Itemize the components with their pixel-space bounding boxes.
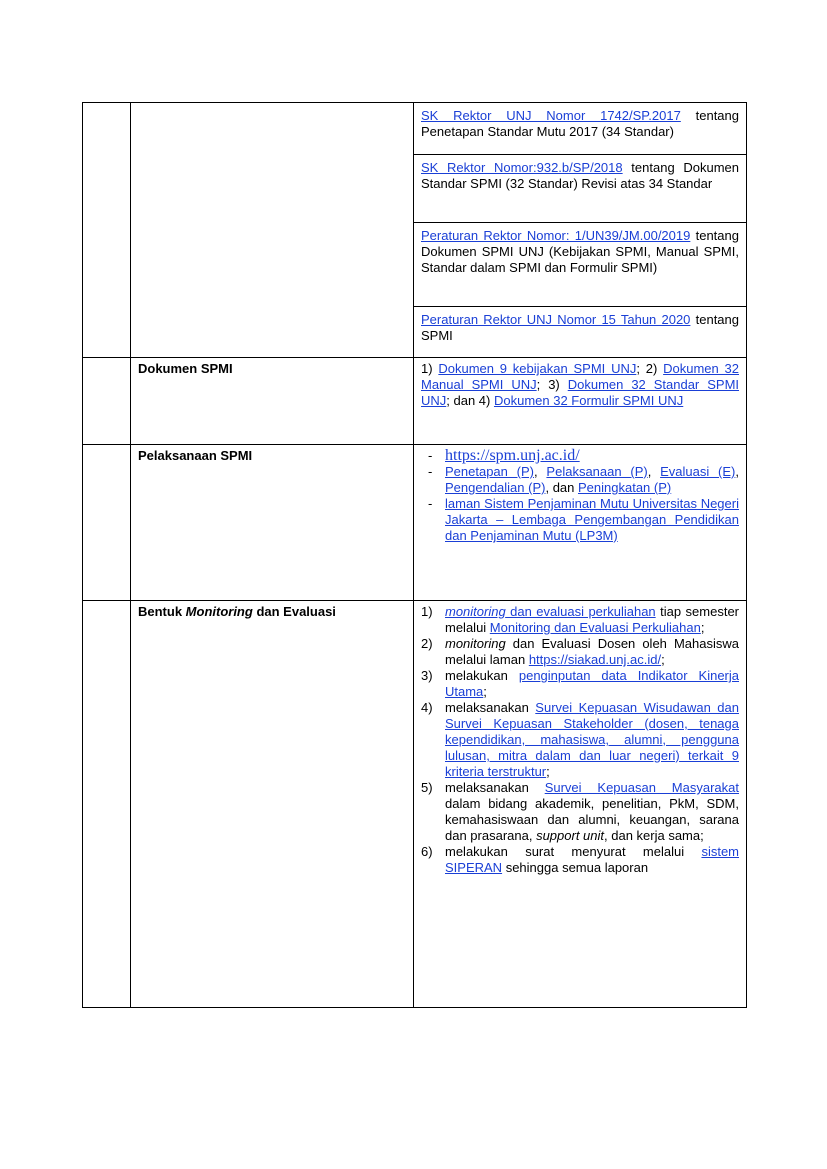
- item-number: 6): [421, 844, 433, 859]
- separator: ,: [735, 464, 739, 479]
- label-cell: [131, 103, 414, 358]
- list-item: [421, 668, 739, 700]
- section-label: Pelaksanaan SPMI: [131, 445, 414, 601]
- stage-link[interactable]: Evaluasi (E): [660, 464, 736, 479]
- monev-link[interactable]: [445, 604, 656, 619]
- label-text: Bentuk: [138, 604, 186, 619]
- table-row: [83, 358, 747, 445]
- table-row: [83, 445, 747, 601]
- number-cell: [83, 358, 131, 445]
- regulation-link[interactable]: SK Rektor UNJ Nomor 1742/SP.2017: [421, 108, 681, 123]
- item-text: ;: [483, 684, 487, 699]
- siperan-link[interactable]: sistem SIPERAN: [445, 844, 739, 875]
- regulation-text: tentang SPMI: [421, 312, 739, 343]
- list-item: [445, 464, 739, 496]
- separator: ; 3): [536, 377, 568, 392]
- item-number: 4): [421, 700, 433, 715]
- list-item: [414, 223, 746, 307]
- item-number: 2): [421, 636, 433, 651]
- number-cell: [83, 601, 131, 1008]
- list-item: [414, 155, 746, 223]
- regulation-list: [414, 103, 746, 357]
- document-link[interactable]: Dokumen 32 Manual SPMI UNJ: [421, 361, 739, 392]
- dash-list: [421, 448, 739, 544]
- survey-link[interactable]: Survei Kepuasan Wisudawan dan Survei Kepuasan Stakeholder (dosen, tenaga kependidikan, mahasiswa, alumni, pengguna lulusan, mitra dalam dan luar negeri) terkait 9 kriteria terstruktur: [445, 700, 739, 779]
- item-text: melaksanakan: [445, 700, 536, 715]
- item-number: 1): [421, 361, 439, 376]
- item-text: melaksanakan: [445, 780, 545, 795]
- list-item: [421, 636, 739, 668]
- stage-link[interactable]: Pengendalian (P): [445, 480, 546, 495]
- document-link[interactable]: Dokumen 9 kebijakan SPMI UNJ: [438, 361, 637, 376]
- stage-link[interactable]: Peningkatan (P): [578, 480, 672, 495]
- separator: ; 2): [636, 361, 664, 376]
- separator: ; dan 4): [446, 393, 494, 408]
- monev-perkuliahan-link[interactable]: Monitoring dan Evaluasi Perkuliahan: [489, 620, 701, 635]
- italic-text: monitoring: [445, 636, 506, 651]
- siakad-link[interactable]: https://siakad.unj.ac.id/: [528, 652, 662, 667]
- item-text: tiap semester melalui: [445, 604, 739, 635]
- list-item: [421, 780, 739, 844]
- content-cell: [414, 445, 747, 601]
- content-cell: [414, 358, 747, 445]
- regulation-text: tentang Dokumen SPMI UNJ (Kebijakan SPMI, Manual SPMI, Standar dalam SPMI dan Formulir SPMI): [421, 228, 739, 275]
- item-text: sehingga semua laporan: [502, 860, 649, 875]
- regulation-link[interactable]: Peraturan Rektor UNJ Nomor 15 Tahun 2020: [421, 312, 691, 327]
- regulation-text: tentang Dokumen Standar SPMI (32 Standar) Revisi atas 34 Standar: [421, 160, 739, 191]
- number-cell: [83, 103, 131, 358]
- item-text: ;: [700, 620, 705, 635]
- label-italic: Monitoring: [185, 604, 253, 619]
- stage-link[interactable]: Pelaksanaan (P): [546, 464, 648, 479]
- regulation-link[interactable]: SK Rektor Nomor:932.b/SP/2018: [421, 160, 623, 175]
- italic-text: support unit: [536, 828, 605, 843]
- numbered-list: [421, 604, 739, 876]
- item-text: melakukan surat menyurat melalui: [445, 844, 702, 859]
- item-text: ;: [546, 764, 550, 779]
- stage-link[interactable]: Penetapan (P): [445, 464, 535, 479]
- spmi-table: [82, 102, 747, 1008]
- spm-url-link[interactable]: https://spm.unj.ac.id/: [445, 447, 580, 464]
- document-link[interactable]: Dokumen 32 Formulir SPMI UNJ: [493, 393, 684, 408]
- item-text: ;: [661, 652, 665, 667]
- lp3m-link[interactable]: laman Sistem Penjaminan Mutu Universitas Negeri Jakarta – Lembaga Pengembangan Pendidikan dan Penjaminan Mutu (LP3M): [445, 496, 739, 543]
- item-number: 5): [421, 780, 433, 795]
- item-text: dan Evaluasi Dosen oleh Mahasiswa melalui laman: [445, 636, 739, 667]
- separator: , dan: [545, 480, 578, 495]
- separator: ,: [534, 464, 547, 479]
- section-label: [131, 601, 414, 1008]
- table-row: [83, 601, 747, 1008]
- list-item: [445, 448, 739, 464]
- iku-link[interactable]: penginputan data Indikator Kinerja Utama: [445, 668, 739, 699]
- label-text: dan Evaluasi: [252, 604, 336, 619]
- list-item: [414, 307, 746, 358]
- link-text: dan evaluasi perkuliahan: [505, 604, 656, 619]
- list-item: [414, 103, 746, 155]
- item-text: melakukan: [445, 668, 519, 683]
- separator: ,: [647, 464, 661, 479]
- item-text: dalam bidang akademik, penelitian, PkM, SDM, kemahasiswaan dan alumni, keuangan, sarana dan prasarana,: [445, 796, 739, 843]
- italic-text: monitoring: [445, 604, 506, 619]
- content-cell: [414, 103, 747, 358]
- list-item: [421, 604, 739, 636]
- table-row: [83, 103, 747, 358]
- list-item: [421, 700, 739, 780]
- section-label: Dokumen SPMI: [131, 358, 414, 445]
- survey-masyarakat-link[interactable]: Survei Kepuasan Masyarakat: [544, 780, 739, 795]
- item-number: 3): [421, 668, 433, 683]
- list-item: [421, 844, 739, 876]
- item-number: 1): [421, 604, 433, 619]
- document-link[interactable]: Dokumen 32 Standar SPMI UNJ: [421, 377, 740, 408]
- content-cell: [414, 601, 747, 1008]
- regulation-link[interactable]: Peraturan Rektor Nomor: 1/UN39/JM.00/2019: [421, 228, 691, 243]
- item-text: , dan kerja sama;: [604, 828, 704, 843]
- regulation-text: tentang Penetapan Standar Mutu 2017 (34 Standar): [421, 108, 739, 139]
- number-cell: [83, 445, 131, 601]
- list-item: [445, 496, 739, 544]
